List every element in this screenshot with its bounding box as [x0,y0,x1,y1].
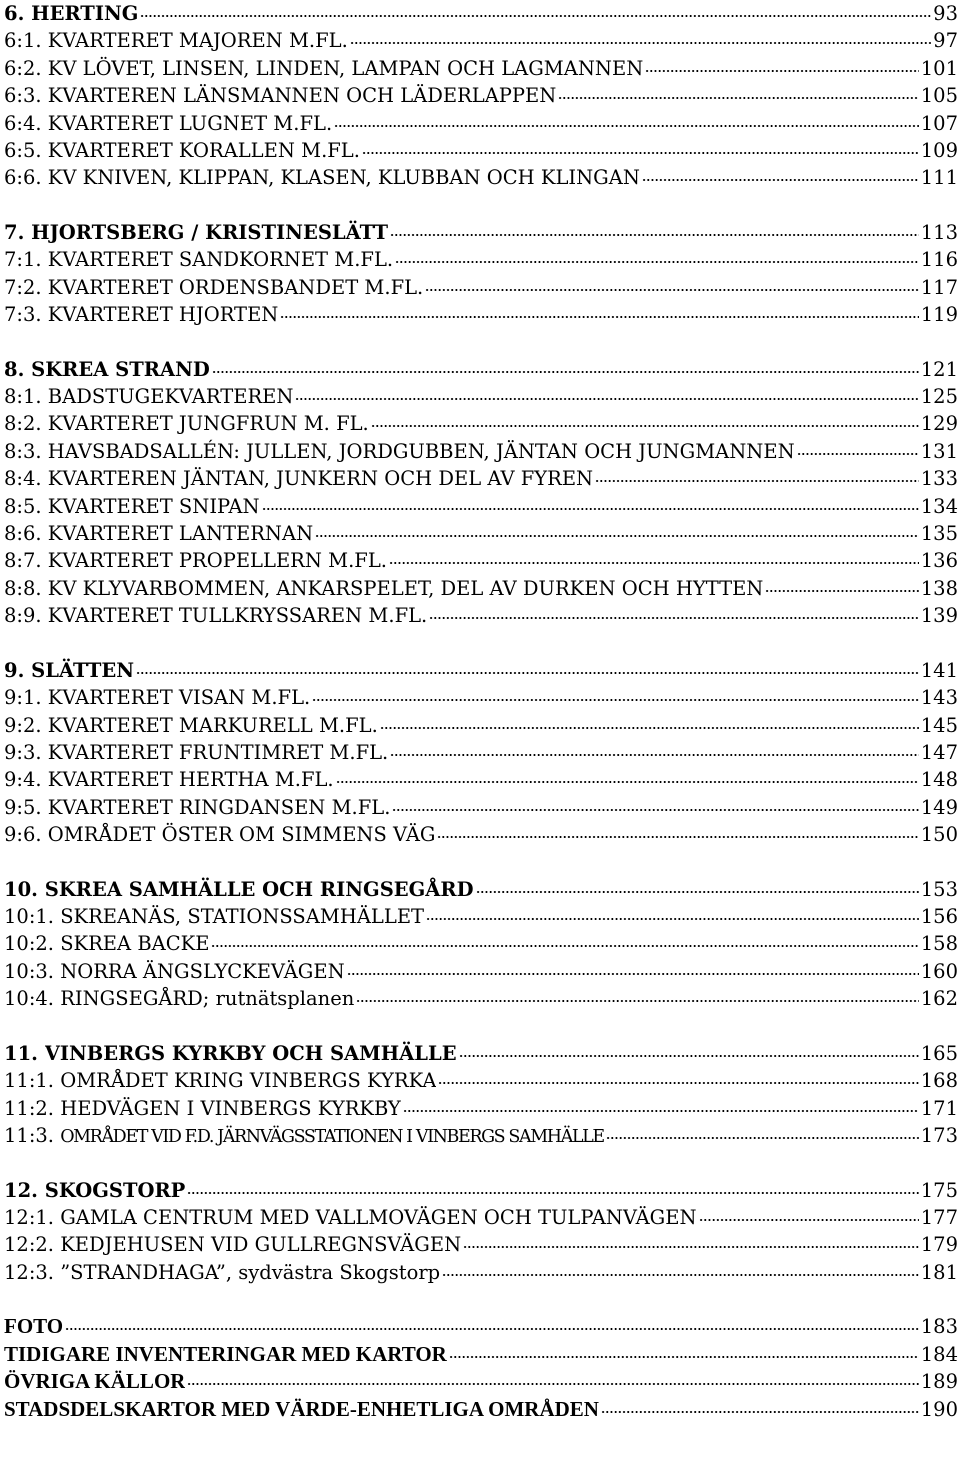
toc-entry-number: 8:9. [4,604,42,628]
toc-entry [4,110,958,137]
toc-entry-title: STADSDELSKARTOR MED VÄRDE-ENHETLIGA OMRÅDEN [4,1396,599,1421]
dot-leader [334,125,919,127]
toc-entry-page-number: 153 [920,877,958,901]
dot-leader [65,1328,919,1330]
toc-entry-title: TIDIGARE INVENTERINGAR MED KARTOR [4,1341,447,1366]
toc-entry-title: BADSTUGEKVARTEREN [47,385,294,409]
toc-entry-number: 8:6. [4,522,42,546]
toc-entry-number: 8. [4,357,25,381]
toc-entry [4,958,958,985]
dot-leader [601,1411,919,1413]
toc-entry-number: 8:1. [4,385,42,409]
toc-entry-title: KVARTERET MAJOREN M.FL. [47,29,348,53]
toc-entry-number: 7:3. [4,303,42,327]
toc-entry-number: 6:6. [4,166,42,190]
toc-entry-number: 8:4. [4,467,42,491]
toc-entry [4,1231,958,1258]
toc-entry [4,1368,958,1395]
toc-entry-page-number: 175 [920,1178,958,1202]
toc-entry [4,1095,958,1122]
toc-entry-page-number: 113 [920,220,958,244]
toc-entry-number: 9:1. [4,686,42,710]
toc-entry-page-number: 93 [933,2,958,25]
toc-entry [4,1396,958,1423]
dot-leader [395,261,919,263]
spacer [24,219,31,246]
toc-entry-title: KVARTERET HERTHA M.FL. [47,768,334,792]
toc-entry-page-number: 111 [920,166,958,190]
toc-entry-page-number: 156 [920,905,958,929]
toc-entry-page-number: 133 [920,467,958,491]
dot-leader [459,1055,919,1057]
toc-entry-number: 8:7. [4,549,42,573]
toc-entry-title: OMRÅDET KRING VINBERGS KYRKA [60,1069,437,1093]
toc-entry-number: 11:1. [4,1069,54,1093]
toc-entry-number: 10:4. [4,987,54,1011]
dot-leader [442,1274,919,1276]
toc-entry [4,246,958,273]
toc-entry-title: KVARTERET ORDENSBANDET M.FL. [47,275,424,299]
spacer [38,876,45,903]
dot-leader [426,918,919,920]
toc-entry-title: KVARTEREN LÄNSMANNEN OCH LÄDERLAPPEN [47,84,557,108]
toc-entry-title: HAVSBADSALLÉN: JULLEN, JORDGUBBEN, JÄNTAN OCH JUNGMANNEN [47,439,795,463]
toc-entry-page-number: 189 [920,1370,958,1394]
toc-entry-title: NORRA ÄNGSLYCKEVÄGEN [60,959,345,983]
toc-entry-page-number: 190 [920,1397,958,1421]
dot-leader [389,562,919,564]
toc-entry [4,0,958,27]
toc-entry-number: 10:1. [4,905,54,929]
dot-leader [211,945,918,947]
toc-entry-page-number: 117 [920,275,958,299]
dot-leader [356,1000,918,1002]
toc-entry-number: 6:5. [4,138,42,162]
toc-entry [4,1204,958,1231]
dot-leader [390,234,919,236]
toc-entry-title: KVARTERET TULLKRYSSAREN M.FL. [47,604,428,628]
dot-leader [595,480,919,482]
toc-entry-page-number: 121 [920,357,958,381]
toc-entry-number: 12:1. [4,1205,54,1229]
toc-entry-title: KVARTEREN JÄNTAN, JUNKERN OCH DEL AV FYREN [47,467,594,491]
dot-leader [476,891,919,893]
dot-leader [797,453,919,455]
dot-leader [371,425,919,427]
toc-entry-page-number: 177 [920,1205,958,1229]
spacer [24,356,31,383]
dot-leader [280,316,918,318]
toc-entry-number: 11. [4,1041,38,1065]
toc-entry-title: SKREA STRAND [31,357,210,381]
toc-entry [4,164,958,191]
toc-entry [4,27,958,54]
dot-leader [362,152,919,154]
toc-entry-number: 9:6. [4,823,42,847]
dot-leader [449,1356,919,1358]
toc-entry-title: KVARTERET FRUNTIMRET M.FL. [47,740,389,764]
toc-entry [4,520,958,547]
toc-entry-page-number: 173 [920,1124,958,1147]
toc-entry-number: 10:3. [4,959,54,983]
toc-entry-title: RINGSEGÅRD; rutnätsplanen [60,987,355,1011]
dot-leader [403,1110,919,1112]
toc-entry-title: SKREA SAMHÄLLE OCH RINGSEGÅRD [44,877,474,901]
toc-entry [4,383,958,410]
toc-entry-page-number: 160 [920,959,958,983]
dot-leader [136,672,919,674]
toc-entry-title: FOTO [4,1314,64,1339]
toc-entry-number: 11:2. [4,1096,54,1120]
dot-leader [463,1246,919,1248]
toc-entry-number: 6:1. [4,29,42,53]
toc-entry [4,739,958,766]
toc-entry [4,1040,958,1067]
toc-entry-page-number: 184 [920,1342,958,1366]
toc-entry-number: 7:1. [4,248,42,272]
toc-entry [4,684,958,711]
dot-leader [438,1082,918,1084]
toc-entry [4,903,958,930]
toc-entry-number: 8:5. [4,494,42,518]
toc-entry-title: KV LÖVET, LINSEN, LINDEN, LAMPAN OCH LAGMANNEN [47,56,644,80]
toc-entry-number: 10:2. [4,932,54,956]
dot-leader [642,179,919,181]
toc-entry-page-number: 181 [920,1260,958,1284]
toc-entry-page-number: 148 [920,768,958,792]
toc-entry-page-number: 165 [920,1041,958,1065]
toc-entry-page-number: 131 [920,439,958,463]
toc-entry-title: KVARTERET LANTERNAN [47,522,314,546]
toc-entry-page-number: 125 [920,385,958,409]
toc-entry-number: 6. [4,2,25,25]
dot-leader [312,699,919,701]
toc-entry [4,794,958,821]
toc-entry-title: KVARTERET RINGDANSEN M.FL. [47,795,391,819]
toc-entry-title: KV KNIVEN, KLIPPAN, KLASEN, KLUBBAN OCH KLINGAN [47,166,640,190]
dot-leader [315,535,919,537]
dot-leader [425,289,919,291]
toc-entry-page-number: 158 [920,932,958,956]
dot-leader [390,754,919,756]
toc-entry-title: KEDJEHUSEN VID GULLREGNSVÄGEN [60,1233,462,1257]
toc-entry-title: SKREANÄS, STATIONSSAMHÄLLET [60,905,425,929]
toc-entry-page-number: 179 [920,1233,958,1257]
toc-entry-page-number: 168 [920,1069,958,1093]
toc-entry-page-number: 107 [920,111,958,135]
toc-entry-number: 9:2. [4,713,42,737]
dot-leader [380,727,919,729]
dot-leader [140,15,931,17]
toc-entry-title: HEDVÄGEN I VINBERGS KYRKBY [60,1096,401,1120]
toc-entry [4,410,958,437]
toc-entry-page-number: 162 [920,987,958,1011]
spacer [24,0,31,27]
toc-entry-title: OMRÅDET VID F.D. JÄRNVÄGSSTATIONEN I VINBERGS SAMHÄLLE [60,1127,604,1147]
dot-leader [262,508,919,510]
toc-entry-title: KVARTERET SNIPAN [47,494,260,518]
toc-entry-title: ÖVRIGA KÄLLOR [4,1369,186,1394]
dot-leader [645,70,918,72]
toc-entry-page-number: 116 [920,248,958,272]
dot-leader [347,973,919,975]
dot-leader [336,781,919,783]
dot-leader [295,398,918,400]
toc-entry-number: 8:8. [4,576,42,600]
toc-entry [4,985,958,1012]
dot-leader [558,97,918,99]
toc-entry-number: 10. [4,877,38,901]
dot-leader [212,371,919,373]
toc-entry-title: KVARTERET VISAN M.FL. [47,686,311,710]
toc-entry-title: SKOGSTORP [44,1178,186,1202]
toc-entry-title: SKREA BACKE [60,932,210,956]
toc-entry-page-number: 141 [920,658,958,682]
toc-entry [4,575,958,602]
toc-entry-page-number: 171 [920,1096,958,1120]
toc-entry [4,930,958,957]
toc-entry [4,1122,958,1149]
toc-entry-number: 12:3. [4,1260,54,1284]
toc-entry [4,1313,958,1340]
toc-entry-number: 9. [4,658,25,682]
toc-entry-page-number: 134 [920,494,958,518]
toc-entry-title: KVARTERET KORALLEN M.FL. [47,138,360,162]
dot-leader [606,1137,919,1139]
toc-entry-number: 6:3. [4,84,42,108]
toc-entry-title: KVARTERET PROPELLERN M.FL. [47,549,387,573]
toc-entry-number: 9:4. [4,768,42,792]
dot-leader [437,836,918,838]
toc-entry-title: KVARTERET LUGNET M.FL. [47,111,333,135]
toc-entry-title: HERTING [31,2,139,25]
toc-entry [4,438,958,465]
toc-entry-number: 9:3. [4,740,42,764]
toc-entry-page-number: 145 [920,713,958,737]
dot-leader [392,809,918,811]
toc-entry [4,82,958,109]
toc-entry [4,766,958,793]
toc-entry-page-number: 183 [920,1315,958,1339]
toc-entry [4,465,958,492]
toc-entry-number: 8:2. [4,412,42,436]
toc-entry [4,1067,958,1094]
toc-entry [4,547,958,574]
toc-entry-title: KVARTERET JUNGFRUN M. FL. [47,412,369,436]
toc-entry [4,1259,958,1286]
toc-entry-page-number: 138 [920,576,958,600]
toc-entry [4,821,958,848]
toc-entry-page-number: 101 [920,56,958,80]
toc-entry [4,219,958,246]
toc-entry-page-number: 119 [920,303,958,327]
toc-entry [4,274,958,301]
toc-entry [4,137,958,164]
toc-entry-number: 6:4. [4,111,42,135]
spacer [24,657,31,684]
toc-entry-title: ”STRANDHAGA”, sydvästra Skogstorp [60,1260,441,1284]
toc-entry-page-number: 105 [920,84,958,108]
toc-entry-title: KVARTERET MARKURELL M.FL. [47,713,378,737]
toc-entry-title: VINBERGS KYRKBY OCH SAMHÄLLE [44,1041,457,1065]
table-of-contents [4,0,958,1423]
toc-entry-title: KV KLYVARBOMMEN, ANKARSPELET, DEL AV DURKEN OCH HYTTEN [47,576,764,600]
dot-leader [699,1219,919,1221]
toc-entry-page-number: 149 [920,795,958,819]
toc-entry-page-number: 135 [920,522,958,546]
toc-entry-page-number: 150 [920,823,958,847]
toc-entry-number: 8:3. [4,439,42,463]
toc-entry-page-number: 143 [920,686,958,710]
toc-entry [4,657,958,684]
toc-entry [4,602,958,629]
toc-entry-page-number: 97 [933,29,958,53]
dot-leader [429,617,919,619]
dot-leader [187,1192,918,1194]
spacer [38,1177,45,1204]
toc-entry-title: KVARTERET HJORTEN [47,303,279,327]
toc-entry [4,493,958,520]
dot-leader [765,590,918,592]
toc-entry-title: SLÄTTEN [31,658,135,682]
toc-entry-page-number: 139 [920,604,958,628]
toc-entry [4,1177,958,1204]
toc-entry-number: 12:2. [4,1233,54,1257]
toc-entry-page-number: 109 [920,138,958,162]
dot-leader [350,42,931,44]
toc-entry-number: 12. [4,1178,38,1202]
toc-entry [4,876,958,903]
toc-entry-title: HJORTSBERG / KRISTINESLÄTT [31,220,389,244]
toc-entry-title: KVARTERET SANDKORNET M.FL. [47,248,394,272]
toc-entry-title: GAMLA CENTRUM MED VALLMOVÄGEN OCH TULPANVÄGEN [60,1205,697,1229]
toc-entry-number: 9:5. [4,795,42,819]
toc-entry [4,55,958,82]
toc-entry-page-number: 129 [920,412,958,436]
toc-entry-number: 6:2. [4,56,42,80]
toc-entry-number: 11:3. [4,1124,54,1147]
toc-entry-page-number: 147 [920,740,958,764]
dot-leader [187,1383,918,1385]
toc-entry-number: 7. [4,220,25,244]
spacer [38,1040,45,1067]
toc-entry-number: 7:2. [4,275,42,299]
toc-entry [4,712,958,739]
toc-entry [4,356,958,383]
toc-entry [4,1341,958,1368]
toc-entry-page-number: 136 [920,549,958,573]
toc-entry [4,301,958,328]
toc-entry-title: OMRÅDET ÖSTER OM SIMMENS VÄG [47,823,436,847]
